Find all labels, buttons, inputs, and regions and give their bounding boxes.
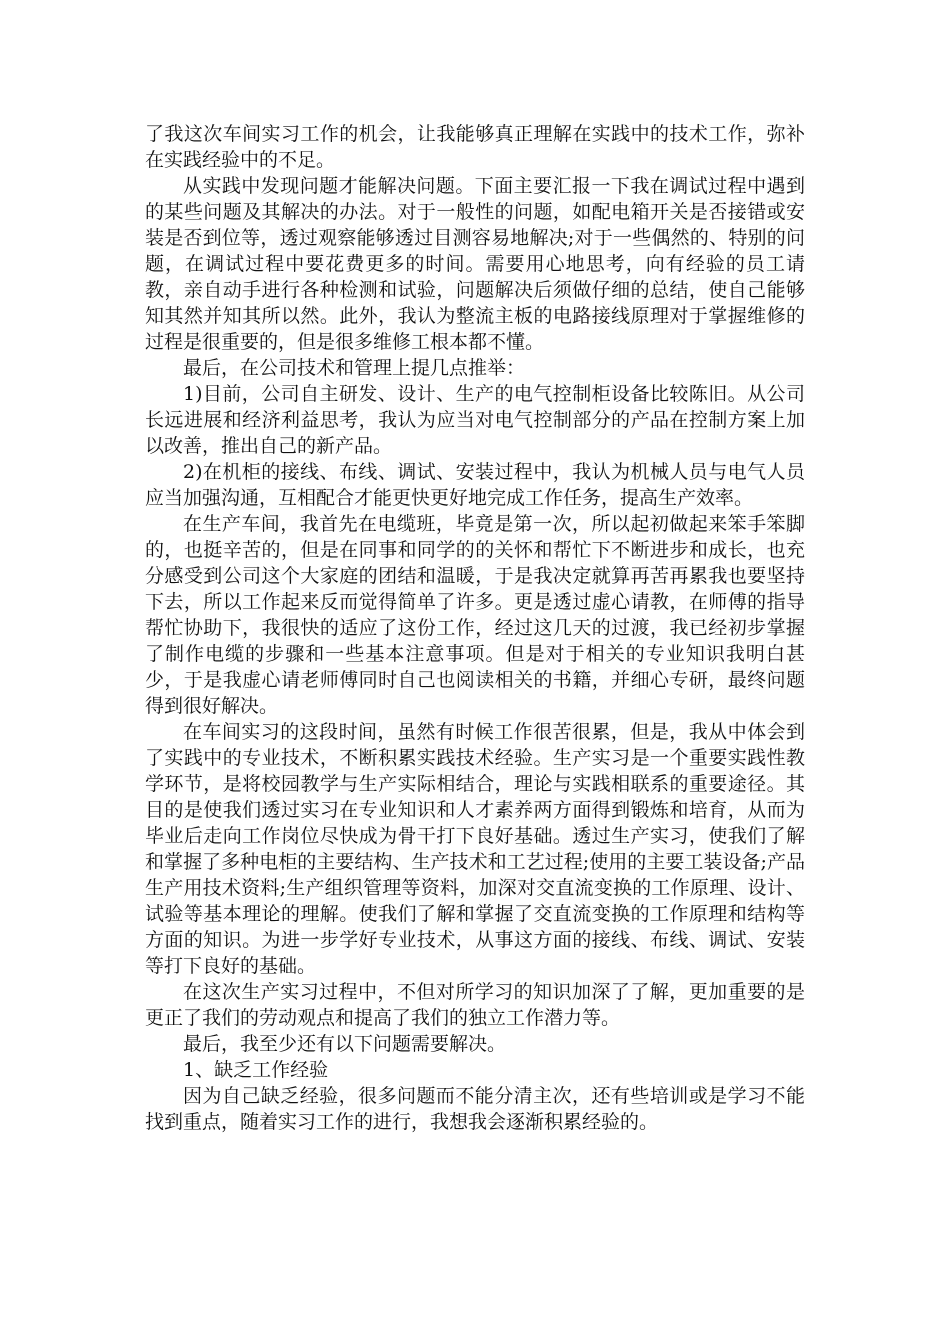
- paragraph-6: 在生产车间，我首先在电缆班，毕竟是第一次，所以起初做起来笨手笨脚的，也挺辛苦的，但是在同事和同学的的关怀和帮忙下不断进步和成长，也充分感受到公司这个大家庭的团结和温暖，于是我决定就算再苦再累我也要坚持下去，所以工作起来反而觉得简单了许多。更是透过虚心请教，在师傅的指导帮忙协助下，我很快的适应了这份工作，经过这几天的过渡，我已经初步掌握了制作电缆的步骤和一些基本注意事项。但是对于相关的专业知识我明白甚少，于是我虚心请老师傅同时自己也阅读相关的书籍，并细心专研，最终问题得到很好解决。: [145, 513, 805, 717]
- paragraph-3: 最后，在公司技术和管理上提几点推举：: [183, 357, 526, 379]
- paragraph-8: 在这次生产实习过程中，不但对所学习的知识加深了了解，更加重要的是更正了我们的劳动观点和提高了我们的独立工作潜力等。: [145, 981, 805, 1029]
- paragraph-2: 从实践中发现问题才能解决问题。下面主要汇报一下我在调试过程中遇到的某些问题及其解决的办法。对于一般性的问题，如配电箱开关是否接错或安装是否到位等，透过观察能够透过目测容易地解决;对于一些偶然的、特别的问题，在调试过程中要花费更多的时间。需要用心地思考，向有经验的员工请教，亲自动手进行各种检测和试验，问题解决后须做仔细的总结，使自己能够知其然并知其所以然。此外，我认为整流主板的电路接线原理对于掌握维修的过程是很重要的，但是很多维修工根本都不懂。: [145, 175, 805, 353]
- paragraph-4: 1)目前，公司自主研发、设计、生产的电气控制柜设备比较陈旧。从公司长远进展和经济利益思考，我认为应当对电气控制部分的产品在控制方案上加以改善，推出自己的新产品。: [145, 383, 805, 457]
- section-heading: 1、缺乏工作经验: [183, 1059, 329, 1081]
- paragraph-5: 2)在机柜的接线、布线、调试、安装过程中，我认为机械人员与电气人员应当加强沟通，互相配合才能更快更好地完成工作任务，提高生产效率。: [145, 461, 805, 509]
- paragraph-7: 在车间实习的这段时间，虽然有时候工作很苦很累，但是，我从中体会到了实践中的专业技术，不断积累实践技术经验。生产实习是一个重要实践性教学环节，是将校园教学与生产实际相结合，理论与实践相联系的重要途径。其目的是使我们透过实习在专业知识和人才素养两方面得到锻炼和培育，从而为毕业后走向工作岗位尽快成为骨干打下良好基础。透过生产实习，使我们了解和掌握了多种电柜的主要结构、生产技术和工艺过程;使用的主要工装设备;产品生产用技术资料;生产组织管理等资料，加深对交直流变换的工作原理、设计、试验等基本理论的理解。使我们了解和掌握了交直流变换的工作原理和结构等方面的知识。为进一步学好专业技术，从事这方面的接线、布线、调试、安装等打下良好的基础。: [145, 721, 805, 977]
- paragraph-1: 了我这次车间实习工作的机会，让我能够真正理解在实践中的技术工作，弥补在实践经验中的不足。: [145, 123, 805, 171]
- paragraph-10: 因为自己缺乏经验，很多问题而不能分清主次，还有些培训或是学习不能找到重点，随着实习工作的进行，我想我会逐渐积累经验的。: [145, 1085, 805, 1133]
- paragraph-9: 最后，我至少还有以下问题需要解决。: [183, 1033, 507, 1055]
- document-body: [145, 121, 805, 1135]
